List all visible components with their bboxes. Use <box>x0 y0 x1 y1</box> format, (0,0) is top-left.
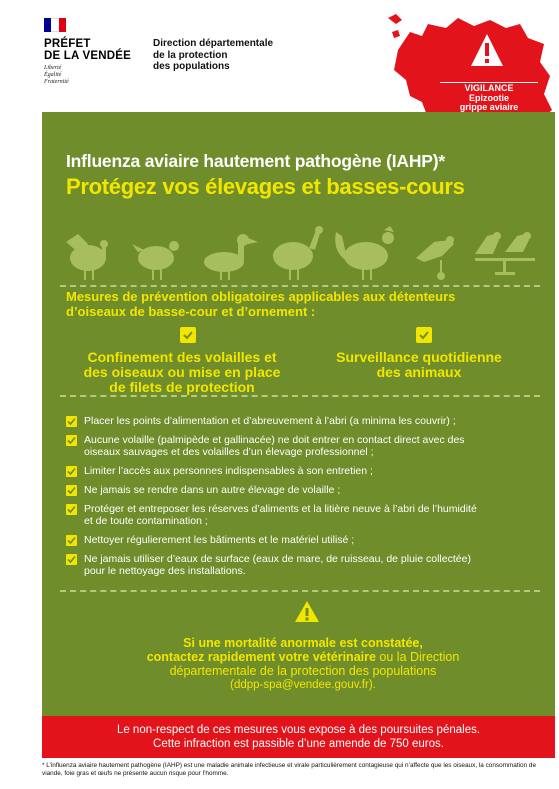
bird-on-perch-icon <box>416 236 454 280</box>
list-item-text: Ne jamais utiliser d’eaux de surface (eaux de mare, de ruisseau, de pluie collectée) pour le nettoyage des installations. <box>84 553 471 577</box>
check-icon <box>66 504 77 515</box>
separator-3 <box>60 590 540 592</box>
turkey-icon <box>66 234 108 280</box>
alert-line1: Si une mortalité anormale est constatée, <box>183 636 423 650</box>
list-item-text: Placer les points d’alimentation et d’abreuvement à l’abri (a minima les couvrir) ; <box>84 415 456 427</box>
footnote: * L’influenza aviaire hautement pathogène (IAHP) est une maladie animale infectieuse et virale particulièrement contagieuse qui n’affecte que les oiseaux, la consommation de viande, foie gras et œufs ne présente aucun risque pour l’homme. <box>42 762 537 777</box>
guinea-fowl-icon <box>273 226 323 280</box>
list-item <box>66 484 544 496</box>
vigilance-line3: grippe aviaire <box>459 102 519 112</box>
main-title: Influenza aviaire hautement pathogène (IAHP)* <box>66 151 445 171</box>
marianne-flag-logo <box>44 18 66 32</box>
separator-2 <box>60 395 540 397</box>
penalty-banner <box>42 716 555 758</box>
contact-email: (ddpp-spa@vendee.gouv.fr). <box>230 679 376 691</box>
hen-icon <box>132 241 179 280</box>
green-panel <box>42 112 555 716</box>
birds-silhouettes <box>60 222 540 282</box>
list-item <box>66 465 544 477</box>
alert-line3: départementale de la protection des populations <box>169 664 437 678</box>
vigilance-line2: Epizootie <box>469 92 509 103</box>
republic-motto <box>44 65 69 86</box>
list-item-text: Limiter l’accès aux personnes indispensables à son entretien ; <box>84 465 373 477</box>
vigilance-label <box>440 82 538 113</box>
direction-name: Direction départementale de la protection des populations <box>153 38 274 72</box>
mortality-alert <box>66 636 540 692</box>
list-item-text: Nettoyer régulierement les bâtiments et le matériel utilisé ; <box>84 534 355 546</box>
check-icon <box>416 327 432 343</box>
check-icon <box>66 535 77 546</box>
check-icon <box>66 416 77 427</box>
alert-rest: ou la Direction <box>375 650 460 664</box>
motto-liberte: Liberté <box>44 65 62 71</box>
check-icon <box>66 554 77 565</box>
motto-egalite: Égalité <box>44 72 62 78</box>
mesures-intro: Mesures de prévention obligatoires applicables aux détenteurs d’oiseaux de basse-cour et d’ornement : <box>66 289 456 319</box>
penalty-line1: Le non-respect de ces mesures vous expose à des poursuites pénales. <box>116 724 481 736</box>
list-item <box>66 553 544 577</box>
vigilance-title: VIGILANCE <box>440 82 538 94</box>
measure-surveillance: Surveillance quotidienne des animaux <box>336 349 502 380</box>
check-icon <box>180 327 196 343</box>
warning-icon <box>294 600 320 623</box>
list-item <box>66 434 544 458</box>
measures-list <box>66 415 544 584</box>
list-item <box>66 415 544 427</box>
separator-1 <box>60 285 540 287</box>
list-item <box>66 503 544 527</box>
duck-icon <box>204 234 258 280</box>
list-item-text: Protéger et entreposer les réserves d’aliments et la litière neuve à l’abri de l’humidité et de toute contamination ; <box>84 503 477 527</box>
check-icon <box>66 485 77 496</box>
prefet-line1: PRÉFET <box>44 38 91 50</box>
headline: Protégez vos élevages et basses-cours <box>66 174 465 199</box>
measure-confinement: Confinement des volailles et des oiseaux ou mise en place de filets de protection <box>83 349 281 395</box>
penalty-line2: Cette infraction est passible d’une amende de 750 euros. <box>153 738 444 750</box>
prefet-title <box>44 38 131 62</box>
motto-fraternite: Fraternité <box>44 79 69 85</box>
list-item-text: Aucune volaille (palmipède et gallinacée) ne doit entrer en contact direct avec des oiseaux sauvages et des volailles d’un élevage professionnel ; <box>84 434 465 458</box>
alert-line2 <box>66 650 540 664</box>
check-icon <box>66 466 77 477</box>
alert-bold: contactez rapidement votre vétérinaire <box>146 650 376 664</box>
prefet-line2: DE LA VENDÉE <box>44 50 131 62</box>
list-item <box>66 534 544 546</box>
check-icon <box>66 435 77 446</box>
pair-of-birds-icon <box>475 232 535 275</box>
list-item-text: Ne jamais se rendre dans un autre élevage de volaille ; <box>84 484 341 496</box>
rooster-icon <box>335 226 394 280</box>
